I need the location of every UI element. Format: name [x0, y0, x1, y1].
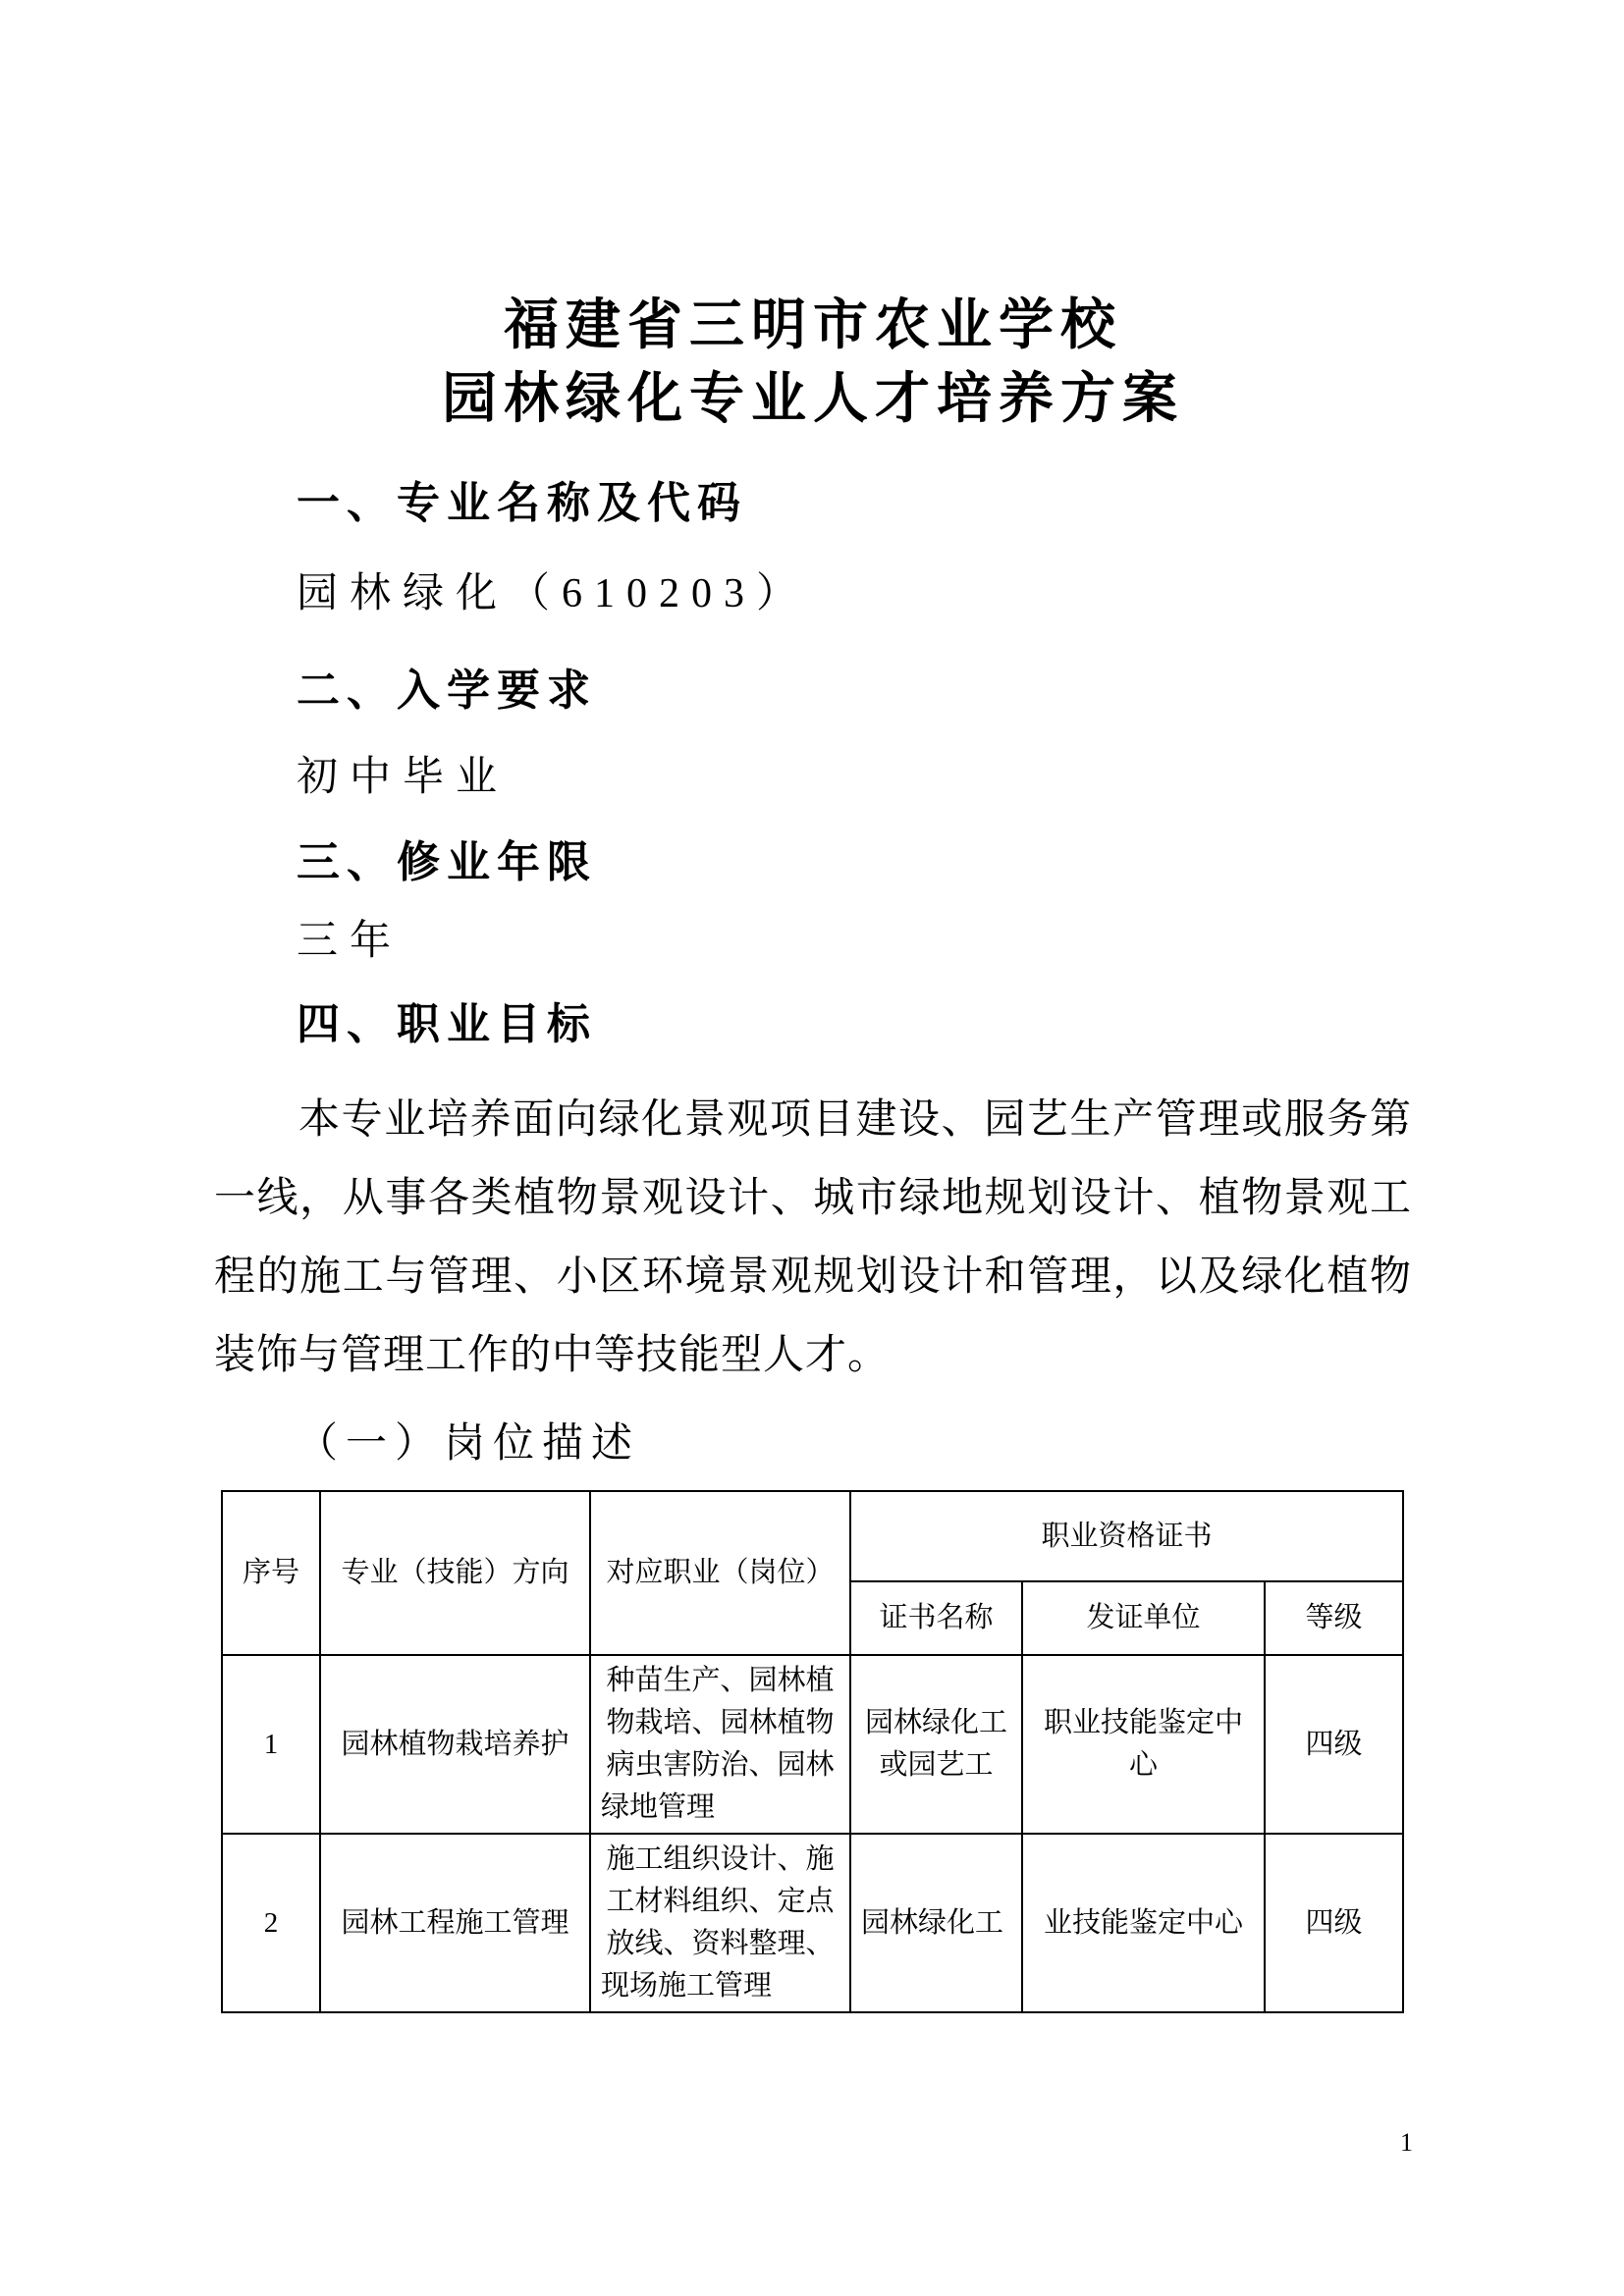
row2-direction: 园林工程施工管理	[320, 1834, 590, 2012]
document-title	[214, 290, 1412, 437]
section-body-1: 园林绿化（610203）	[297, 571, 810, 616]
row1-jobs: 种苗生产、园林植物栽培、园林植物病虫害防治、园林绿地管理	[590, 1655, 850, 1834]
header-cell-issuer: 发证单位	[1022, 1581, 1265, 1655]
section-heading-3: 三、修业年限	[297, 838, 597, 886]
section-heading-2: 二、入学要求	[297, 667, 597, 715]
page-number: 1	[1400, 2128, 1413, 2157]
row2-issuer: 业技能鉴定中心	[1022, 1834, 1265, 2012]
document-title-line-1: 福建省三明市农业学校	[504, 295, 1122, 356]
section-heading-1: 一、专业名称及代码	[297, 479, 747, 527]
row1-issuer: 职业技能鉴定中心	[1022, 1655, 1265, 1834]
document-title-line-2: 园林绿化专业人才培养方案	[442, 369, 1184, 430]
row1-level: 四级	[1265, 1655, 1403, 1834]
career-goal-paragraph: 本专业培养面向绿化景观项目建设、园艺生产管理或服务第一线，从事各类植物景观设计、城市绿地规划设计、植物景观工程的施工与管理、小区环境景观规划设计和管理，以及绿化植物装饰与管理工作的中等技能型人才。	[214, 1097, 1412, 1378]
row2-level: 四级	[1265, 1834, 1403, 2012]
post-description-table	[221, 1490, 1404, 2013]
subsection-heading-post-description: （一）岗位描述	[297, 1421, 641, 1467]
header-cell-cert-name: 证书名称	[850, 1581, 1022, 1655]
section-body-2: 初中毕业	[297, 755, 510, 800]
header-cell-jobs: 对应职业（岗位）	[590, 1491, 850, 1655]
header-cell-no: 序号	[222, 1491, 320, 1655]
row2-jobs: 施工组织设计、施工材料组织、定点放线、资料整理、现场施工管理	[590, 1834, 850, 2012]
row1-cert-name: 园林绿化工或园艺工	[850, 1655, 1022, 1834]
table-row-2	[222, 1834, 1403, 2012]
header-cell-direction: 专业（技能）方向	[320, 1491, 590, 1655]
row1-no: 1	[222, 1655, 320, 1834]
section-heading-4: 四、职业目标	[297, 1000, 597, 1048]
row1-direction: 园林植物栽培养护	[320, 1655, 590, 1834]
row2-no: 2	[222, 1834, 320, 2012]
row2-cert-name: 园林绿化工	[850, 1834, 1022, 2012]
table-header-row-top	[222, 1491, 1403, 1581]
header-cell-level: 等级	[1265, 1581, 1403, 1655]
section-body-3: 三年	[297, 919, 404, 964]
document-content	[214, 0, 1412, 2013]
header-cell-cert-group: 职业资格证书	[850, 1491, 1403, 1581]
table-row-1	[222, 1655, 1403, 1834]
